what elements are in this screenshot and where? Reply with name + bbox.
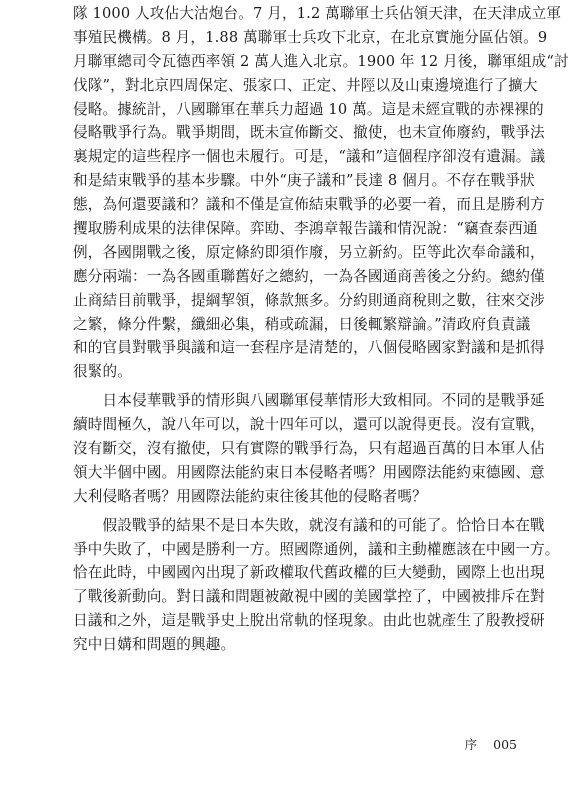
- text-line: 假設戰爭的結果不是日本失敗，就沒有議和的可能了。恰恰日本在戰: [73, 516, 545, 534]
- text-line: 之繁，條分件繫，纖細必集，稍或疏漏，日後輒繁辯論。”清政府負責議: [73, 315, 531, 333]
- text-line: 應分兩端：一為各國重聯舊好之總約，一為各國通商善後之分約。總約僅: [73, 267, 545, 285]
- text-line: 沒有斷交，沒有撤使，只有實際的戰爭行為，只有超過百萬的日本軍人佔: [73, 440, 545, 458]
- text-line: 事殖民機構。8 月，1.88 萬聯軍士兵攻下北京，在北京實施分區佔領。9: [73, 28, 548, 46]
- text-line: 例，各國開戰之後，原定條約即須作廢，另立新約。臣等此次奉命議和，: [73, 243, 545, 261]
- text-line: 侵略戰爭行為。戰爭期間，既未宣佈斷交、撤使，也未宣佈廢約，戰爭法: [73, 124, 545, 142]
- text-line: 究中日媾和問題的興趣。: [73, 636, 236, 654]
- text-line: 隊 1000 人攻佔大沽炮台。7 月，1.2 萬聯軍士兵佔領天津，在天津成立軍: [73, 5, 562, 22]
- text-line: 很緊的。: [73, 363, 132, 381]
- text-line: 止商結目前戰爭，提綱挈領，條款無多。分約則通商稅則之數，往來交涉: [73, 291, 545, 309]
- text-line: 和是結束戰爭的基本步驟。中外“庚子議和”長達 8 個月。不存在戰爭狀: [73, 172, 535, 190]
- text-line: 日議和之外，這是戰爭史上脫出常軌的怪現象。由此也就產生了殷教授研: [73, 612, 545, 630]
- paragraph: [73, 2, 569, 384]
- text-line: 攫取勝利成果的法律保障。弈劻、李鴻章報告議和情況說：“竊查泰西通: [73, 220, 538, 238]
- text-line: 恰在此時，中國國內出現了新政權取代舊政權的巨大變動，國際上也出現: [73, 564, 545, 582]
- paragraph: [73, 514, 560, 657]
- text-line: 裏規定的這些程序一個也未履行。可是，“議和”這個程序卻沒有遺漏。議: [73, 148, 546, 166]
- text-line: 侵略。據統計，八國聯軍在華兵力超過 10 萬。這是未經宣戰的赤裸裸的: [73, 100, 544, 118]
- page-footer: [420, 735, 517, 753]
- text-line: 了戰後新動向。對日議和問題被敵視中國的美國掌控了，中國被排斥在對: [73, 588, 545, 606]
- text-line: 伐隊”，對北京四周保定、張家口、正定、井陘以及山東邊境進行了擴大: [73, 76, 538, 94]
- text-line: 續時間極久，說八年可以，說十四年可以，還可以說得更長。沒有宣戰，: [73, 416, 545, 434]
- text-line: 日本侵華戰爭的情形與八國聯軍侵華情形大致相同。不同的是戰爭延: [73, 392, 545, 410]
- text-line: 和的官員對戰爭與議和這一套程序是清楚的，八個侵略國家對議和是抓得: [73, 339, 545, 357]
- text-line: 態，為何還要議和？議和不僅是宣佈結束戰爭的必要一着，而且是勝利方: [73, 196, 545, 214]
- text-line: 大利侵略者嗎？用國際法能約束往後其他的侵略者嗎？: [73, 487, 427, 505]
- text-line: 月聯軍總司令瓦德西率領 2 萬人進入北京。1900 年 12 月後，聯軍組成“討: [73, 52, 569, 70]
- paragraph: [73, 389, 545, 508]
- page-number: 005: [493, 737, 517, 752]
- body-text: [73, 2, 569, 657]
- footer-section-label: 序: [464, 737, 478, 752]
- text-line: 爭中失敗了，中國是勝利一方。照國際通例，議和主動權應該在中國一方。: [73, 540, 560, 558]
- text-line: 領大半個中國。用國際法能約束日本侵略者嗎？用國際法能約束德國、意: [73, 463, 545, 481]
